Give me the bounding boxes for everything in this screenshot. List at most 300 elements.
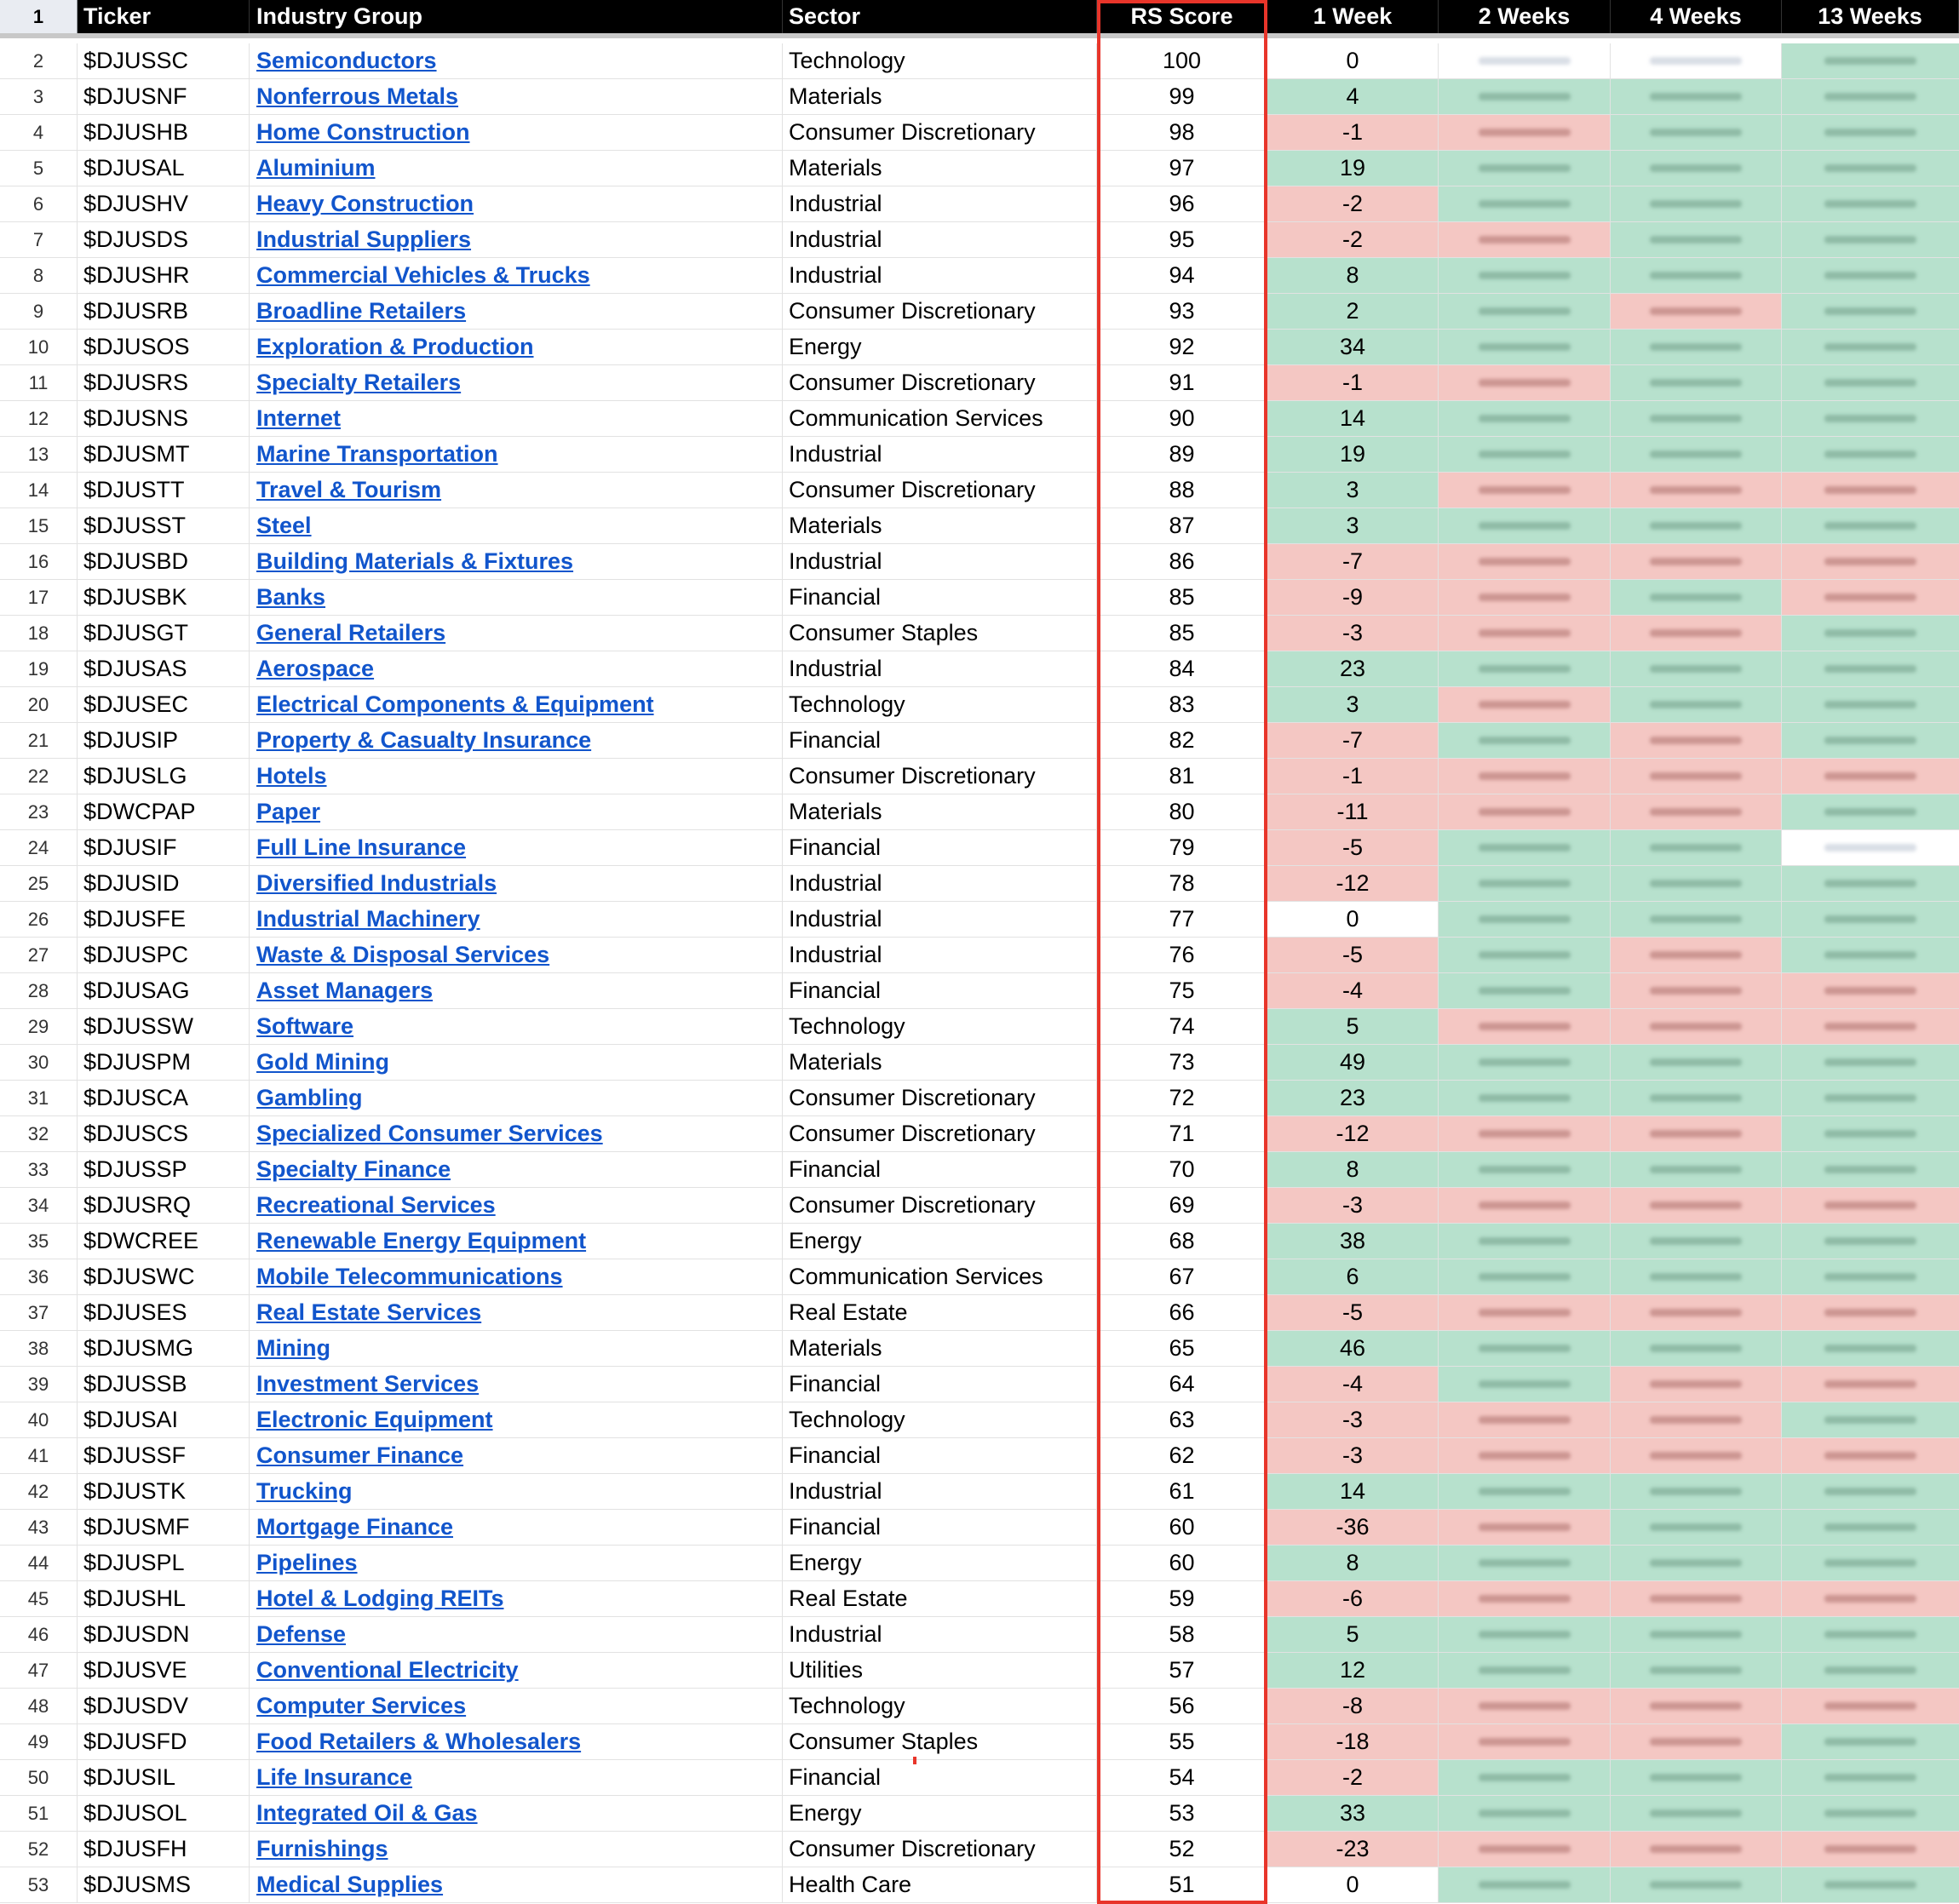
one-week-change-cell[interactable]: -4 — [1267, 973, 1439, 1008]
row-number[interactable]: 5 — [0, 151, 78, 186]
sector-cell[interactable]: Technology — [783, 43, 1097, 78]
sector-cell[interactable]: Real Estate — [783, 1295, 1097, 1330]
sector-cell[interactable]: Consumer Discretionary — [783, 365, 1097, 400]
two-weeks-change-cell[interactable] — [1439, 1331, 1611, 1366]
ticker-cell[interactable]: $DJUSSW — [78, 1009, 250, 1044]
rs-score-cell[interactable]: 89 — [1097, 437, 1267, 472]
thirteen-weeks-change-cell[interactable] — [1782, 43, 1959, 78]
one-week-change-cell[interactable]: 3 — [1267, 508, 1439, 543]
industry-group-link[interactable]: Medical Supplies — [256, 1872, 444, 1897]
ticker-cell[interactable]: $DJUSDN — [78, 1617, 250, 1652]
row-number[interactable]: 22 — [0, 759, 78, 794]
one-week-change-cell[interactable]: -1 — [1267, 759, 1439, 794]
industry-group-cell[interactable] — [250, 1689, 783, 1723]
thirteen-weeks-change-cell[interactable] — [1782, 1653, 1959, 1688]
two-weeks-change-cell[interactable] — [1439, 1867, 1611, 1902]
four-weeks-change-cell[interactable] — [1611, 330, 1782, 364]
four-weeks-change-cell[interactable] — [1611, 1116, 1782, 1151]
sector-cell[interactable]: Consumer Discretionary — [783, 294, 1097, 329]
one-week-change-cell[interactable]: 0 — [1267, 43, 1439, 78]
sector-cell[interactable]: Financial — [783, 973, 1097, 1008]
thirteen-weeks-change-cell[interactable] — [1782, 1617, 1959, 1652]
sector-cell[interactable]: Technology — [783, 1689, 1097, 1723]
row-number[interactable]: 33 — [0, 1152, 78, 1187]
one-week-change-cell[interactable]: 8 — [1267, 258, 1439, 293]
ticker-cell[interactable]: $DJUSNS — [78, 401, 250, 436]
one-week-change-cell[interactable]: 34 — [1267, 330, 1439, 364]
row-number[interactable]: 41 — [0, 1438, 78, 1473]
ticker-cell[interactable]: $DJUSSC — [78, 43, 250, 78]
four-weeks-change-cell[interactable] — [1611, 759, 1782, 794]
two-weeks-change-cell[interactable] — [1439, 43, 1611, 78]
four-weeks-change-cell[interactable] — [1611, 1832, 1782, 1867]
sector-cell[interactable]: Financial — [783, 1510, 1097, 1545]
four-weeks-change-cell[interactable] — [1611, 580, 1782, 615]
industry-group-link[interactable]: Commercial Vehicles & Trucks — [256, 262, 590, 288]
row-number[interactable]: 9 — [0, 294, 78, 329]
two-weeks-change-cell[interactable] — [1439, 330, 1611, 364]
row-number[interactable]: 37 — [0, 1295, 78, 1330]
industry-group-link[interactable]: Trucking — [256, 1478, 353, 1504]
industry-group-link[interactable]: Hotels — [256, 763, 327, 789]
rs-score-cell[interactable]: 95 — [1097, 222, 1267, 257]
industry-group-cell[interactable] — [250, 866, 783, 901]
row-number[interactable]: 48 — [0, 1689, 78, 1723]
ticker-cell[interactable]: $DJUSHR — [78, 258, 250, 293]
industry-group-cell[interactable] — [250, 580, 783, 615]
four-weeks-change-cell[interactable] — [1611, 1581, 1782, 1616]
two-weeks-change-cell[interactable] — [1439, 1546, 1611, 1580]
ticker-cell[interactable]: $DJUSAS — [78, 651, 250, 686]
rs-score-cell[interactable]: 63 — [1097, 1402, 1267, 1437]
industry-group-cell[interactable] — [250, 1331, 783, 1366]
industry-group-cell[interactable] — [250, 79, 783, 114]
four-weeks-change-cell[interactable] — [1611, 437, 1782, 472]
sector-cell[interactable]: Industrial — [783, 544, 1097, 579]
industry-group-link[interactable]: Conventional Electricity — [256, 1657, 519, 1683]
thirteen-weeks-change-cell[interactable] — [1782, 1510, 1959, 1545]
industry-group-link[interactable]: Integrated Oil & Gas — [256, 1800, 478, 1826]
four-weeks-change-cell[interactable] — [1611, 616, 1782, 651]
industry-group-link[interactable]: Semiconductors — [256, 48, 437, 73]
industry-group-cell[interactable] — [250, 115, 783, 150]
thirteen-weeks-change-cell[interactable] — [1782, 973, 1959, 1008]
two-weeks-change-cell[interactable] — [1439, 1045, 1611, 1080]
industry-group-link[interactable]: Gambling — [256, 1085, 363, 1110]
rs-score-cell[interactable]: 70 — [1097, 1152, 1267, 1187]
row-number[interactable]: 13 — [0, 437, 78, 472]
thirteen-weeks-change-cell[interactable] — [1782, 1152, 1959, 1187]
rs-score-cell[interactable]: 85 — [1097, 616, 1267, 651]
industry-group-link[interactable]: Paper — [256, 799, 321, 824]
thirteen-weeks-change-cell[interactable] — [1782, 258, 1959, 293]
thirteen-weeks-change-cell[interactable] — [1782, 1188, 1959, 1223]
industry-group-cell[interactable] — [250, 1045, 783, 1080]
industry-group-cell[interactable] — [250, 1402, 783, 1437]
two-weeks-change-cell[interactable] — [1439, 723, 1611, 758]
four-weeks-change-cell[interactable] — [1611, 1867, 1782, 1902]
four-weeks-change-cell[interactable] — [1611, 1331, 1782, 1366]
row-number[interactable]: 42 — [0, 1474, 78, 1509]
four-weeks-change-cell[interactable] — [1611, 830, 1782, 865]
rs-score-cell[interactable]: 97 — [1097, 151, 1267, 186]
sector-cell[interactable]: Industrial — [783, 258, 1097, 293]
ticker-cell[interactable]: $DJUSPM — [78, 1045, 250, 1080]
one-week-change-cell[interactable]: -3 — [1267, 1438, 1439, 1473]
industry-group-link[interactable]: Specialty Retailers — [256, 370, 462, 395]
ticker-cell[interactable]: $DJUSBK — [78, 580, 250, 615]
rs-score-cell[interactable]: 85 — [1097, 580, 1267, 615]
ticker-cell[interactable]: $DJUSIP — [78, 723, 250, 758]
sector-cell[interactable]: Technology — [783, 687, 1097, 722]
industry-group-cell[interactable] — [250, 1510, 783, 1545]
four-weeks-change-cell[interactable] — [1611, 1689, 1782, 1723]
ticker-cell[interactable]: $DJUSIF — [78, 830, 250, 865]
ticker-cell[interactable]: $DJUSDV — [78, 1689, 250, 1723]
ticker-cell[interactable]: $DJUSMT — [78, 437, 250, 472]
thirteen-weeks-change-cell[interactable] — [1782, 1724, 1959, 1759]
rs-score-cell[interactable]: 99 — [1097, 79, 1267, 114]
one-week-change-cell[interactable]: 6 — [1267, 1259, 1439, 1294]
column-header-ticker[interactable]: Ticker — [78, 0, 250, 33]
four-weeks-change-cell[interactable] — [1611, 508, 1782, 543]
sector-cell[interactable]: Technology — [783, 1009, 1097, 1044]
industry-group-link[interactable]: Gold Mining — [256, 1049, 389, 1075]
sector-cell[interactable]: Communication Services — [783, 401, 1097, 436]
sector-cell[interactable]: Communication Services — [783, 1259, 1097, 1294]
four-weeks-change-cell[interactable] — [1611, 1009, 1782, 1044]
thirteen-weeks-change-cell[interactable] — [1782, 1224, 1959, 1259]
four-weeks-change-cell[interactable] — [1611, 1546, 1782, 1580]
four-weeks-change-cell[interactable] — [1611, 365, 1782, 400]
industry-group-link[interactable]: Broadline Retailers — [256, 298, 467, 324]
ticker-cell[interactable]: $DWCPAP — [78, 794, 250, 829]
four-weeks-change-cell[interactable] — [1611, 115, 1782, 150]
four-weeks-change-cell[interactable] — [1611, 687, 1782, 722]
ticker-cell[interactable]: $DJUSAG — [78, 973, 250, 1008]
ticker-cell[interactable]: $DJUSRB — [78, 294, 250, 329]
ticker-cell[interactable]: $DJUSID — [78, 866, 250, 901]
two-weeks-change-cell[interactable] — [1439, 1152, 1611, 1187]
ticker-cell[interactable]: $DJUSIL — [78, 1760, 250, 1795]
sector-cell[interactable]: Consumer Discretionary — [783, 759, 1097, 794]
two-weeks-change-cell[interactable] — [1439, 79, 1611, 114]
column-header-industry-group[interactable]: Industry Group — [250, 0, 783, 33]
four-weeks-change-cell[interactable] — [1611, 1653, 1782, 1688]
sector-cell[interactable]: Consumer Discretionary — [783, 1188, 1097, 1223]
one-week-change-cell[interactable]: 3 — [1267, 473, 1439, 508]
rs-score-cell[interactable]: 57 — [1097, 1653, 1267, 1688]
ticker-cell[interactable]: $DJUSOS — [78, 330, 250, 364]
row-number[interactable]: 34 — [0, 1188, 78, 1223]
four-weeks-change-cell[interactable] — [1611, 794, 1782, 829]
thirteen-weeks-change-cell[interactable] — [1782, 1116, 1959, 1151]
rs-score-cell[interactable]: 77 — [1097, 902, 1267, 937]
row-number[interactable]: 38 — [0, 1331, 78, 1366]
rs-score-cell[interactable]: 76 — [1097, 938, 1267, 972]
rs-score-cell[interactable]: 53 — [1097, 1796, 1267, 1831]
row-number[interactable]: 26 — [0, 902, 78, 937]
row-number[interactable]: 53 — [0, 1867, 78, 1902]
four-weeks-change-cell[interactable] — [1611, 902, 1782, 937]
one-week-change-cell[interactable]: -8 — [1267, 1689, 1439, 1723]
two-weeks-change-cell[interactable] — [1439, 258, 1611, 293]
two-weeks-change-cell[interactable] — [1439, 1188, 1611, 1223]
two-weeks-change-cell[interactable] — [1439, 651, 1611, 686]
thirteen-weeks-change-cell[interactable] — [1782, 1259, 1959, 1294]
rs-score-cell[interactable]: 64 — [1097, 1367, 1267, 1402]
thirteen-weeks-change-cell[interactable] — [1782, 1081, 1959, 1115]
one-week-change-cell[interactable]: -2 — [1267, 222, 1439, 257]
thirteen-weeks-change-cell[interactable] — [1782, 1367, 1959, 1402]
four-weeks-change-cell[interactable] — [1611, 1796, 1782, 1831]
sector-cell[interactable]: Financial — [783, 580, 1097, 615]
one-week-change-cell[interactable]: 49 — [1267, 1045, 1439, 1080]
four-weeks-change-cell[interactable] — [1611, 1081, 1782, 1115]
ticker-cell[interactable]: $DJUSRQ — [78, 1188, 250, 1223]
one-week-change-cell[interactable]: -3 — [1267, 616, 1439, 651]
row-number[interactable]: 19 — [0, 651, 78, 686]
rs-score-cell[interactable]: 51 — [1097, 1867, 1267, 1902]
one-week-change-cell[interactable]: -7 — [1267, 544, 1439, 579]
row-number[interactable]: 46 — [0, 1617, 78, 1652]
two-weeks-change-cell[interactable] — [1439, 186, 1611, 221]
four-weeks-change-cell[interactable] — [1611, 544, 1782, 579]
industry-group-cell[interactable] — [250, 1653, 783, 1688]
ticker-cell[interactable]: $DJUSWC — [78, 1259, 250, 1294]
industry-group-link[interactable]: Nonferrous Metals — [256, 83, 459, 109]
four-weeks-change-cell[interactable] — [1611, 1367, 1782, 1402]
sector-cell[interactable]: Health Care — [783, 1867, 1097, 1902]
thirteen-weeks-change-cell[interactable] — [1782, 1438, 1959, 1473]
ticker-cell[interactable]: $DJUSFH — [78, 1832, 250, 1867]
row-number[interactable]: 52 — [0, 1832, 78, 1867]
thirteen-weeks-change-cell[interactable] — [1782, 330, 1959, 364]
four-weeks-change-cell[interactable] — [1611, 151, 1782, 186]
row-number[interactable]: 8 — [0, 258, 78, 293]
sector-cell[interactable]: Utilities — [783, 1653, 1097, 1688]
row-number[interactable]: 44 — [0, 1546, 78, 1580]
row-number[interactable]: 21 — [0, 723, 78, 758]
rs-score-cell[interactable]: 59 — [1097, 1581, 1267, 1616]
industry-group-cell[interactable] — [250, 43, 783, 78]
rs-score-cell[interactable]: 84 — [1097, 651, 1267, 686]
industry-group-cell[interactable] — [250, 723, 783, 758]
sector-cell[interactable]: Industrial — [783, 1617, 1097, 1652]
sector-cell[interactable]: Materials — [783, 79, 1097, 114]
one-week-change-cell[interactable]: 0 — [1267, 902, 1439, 937]
ticker-cell[interactable]: $DJUSFD — [78, 1724, 250, 1759]
row-number[interactable]: 30 — [0, 1045, 78, 1080]
thirteen-weeks-change-cell[interactable] — [1782, 759, 1959, 794]
two-weeks-change-cell[interactable] — [1439, 938, 1611, 972]
four-weeks-change-cell[interactable] — [1611, 1760, 1782, 1795]
ticker-cell[interactable]: $DJUSMS — [78, 1867, 250, 1902]
two-weeks-change-cell[interactable] — [1439, 1402, 1611, 1437]
ticker-cell[interactable]: $DJUSDS — [78, 222, 250, 257]
thirteen-weeks-change-cell[interactable] — [1782, 794, 1959, 829]
ticker-cell[interactable]: $DJUSSB — [78, 1367, 250, 1402]
two-weeks-change-cell[interactable] — [1439, 1510, 1611, 1545]
thirteen-weeks-change-cell[interactable] — [1782, 938, 1959, 972]
two-weeks-change-cell[interactable] — [1439, 1367, 1611, 1402]
rs-score-cell[interactable]: 98 — [1097, 115, 1267, 150]
ticker-cell[interactable]: $DJUSLG — [78, 759, 250, 794]
one-week-change-cell[interactable]: 23 — [1267, 1081, 1439, 1115]
ticker-cell[interactable]: $DJUSHL — [78, 1581, 250, 1616]
four-weeks-change-cell[interactable] — [1611, 1617, 1782, 1652]
column-header-1-week[interactable]: 1 Week — [1267, 0, 1439, 33]
thirteen-weeks-change-cell[interactable] — [1782, 1045, 1959, 1080]
industry-group-cell[interactable] — [250, 544, 783, 579]
sector-cell[interactable]: Real Estate — [783, 1581, 1097, 1616]
industry-group-link[interactable]: Steel — [256, 513, 312, 538]
sector-cell[interactable]: Industrial — [783, 866, 1097, 901]
ticker-cell[interactable]: $DJUSSP — [78, 1152, 250, 1187]
column-header-4-weeks[interactable]: 4 Weeks — [1611, 0, 1782, 33]
sector-cell[interactable]: Energy — [783, 330, 1097, 364]
industry-group-cell[interactable] — [250, 1259, 783, 1294]
rs-score-cell[interactable]: 88 — [1097, 473, 1267, 508]
one-week-change-cell[interactable]: 8 — [1267, 1152, 1439, 1187]
row-number[interactable]: 25 — [0, 866, 78, 901]
sector-cell[interactable]: Materials — [783, 794, 1097, 829]
column-header-2-weeks[interactable]: 2 Weeks — [1439, 0, 1611, 33]
row-number[interactable]: 29 — [0, 1009, 78, 1044]
two-weeks-change-cell[interactable] — [1439, 902, 1611, 937]
thirteen-weeks-change-cell[interactable] — [1782, 687, 1959, 722]
industry-group-cell[interactable] — [250, 1796, 783, 1831]
row-number[interactable]: 11 — [0, 365, 78, 400]
ticker-cell[interactable]: $DJUSEC — [78, 687, 250, 722]
industry-group-link[interactable]: Aerospace — [256, 656, 375, 681]
one-week-change-cell[interactable]: -6 — [1267, 1581, 1439, 1616]
one-week-change-cell[interactable]: -23 — [1267, 1832, 1439, 1867]
row-number[interactable]: 2 — [0, 43, 78, 78]
one-week-change-cell[interactable]: 12 — [1267, 1653, 1439, 1688]
industry-group-cell[interactable] — [250, 186, 783, 221]
thirteen-weeks-change-cell[interactable] — [1782, 1867, 1959, 1902]
industry-group-link[interactable]: Mobile Telecommunications — [256, 1264, 563, 1289]
one-week-change-cell[interactable]: -12 — [1267, 866, 1439, 901]
sector-cell[interactable]: Energy — [783, 1224, 1097, 1259]
ticker-cell[interactable]: $DJUSHV — [78, 186, 250, 221]
one-week-change-cell[interactable]: -7 — [1267, 723, 1439, 758]
column-header-sector[interactable]: Sector — [783, 0, 1097, 33]
industry-group-link[interactable]: Electronic Equipment — [256, 1407, 493, 1432]
row-number[interactable]: 51 — [0, 1796, 78, 1831]
four-weeks-change-cell[interactable] — [1611, 79, 1782, 114]
industry-group-link[interactable]: Mining — [256, 1335, 330, 1361]
row-number[interactable]: 7 — [0, 222, 78, 257]
industry-group-cell[interactable] — [250, 1474, 783, 1509]
industry-group-cell[interactable] — [250, 1617, 783, 1652]
row-number[interactable]: 39 — [0, 1367, 78, 1402]
thirteen-weeks-change-cell[interactable] — [1782, 222, 1959, 257]
sector-cell[interactable]: Industrial — [783, 222, 1097, 257]
industry-group-link[interactable]: Internet — [256, 405, 342, 431]
row-number[interactable]: 18 — [0, 616, 78, 651]
sector-cell[interactable]: Industrial — [783, 902, 1097, 937]
thirteen-weeks-change-cell[interactable] — [1782, 79, 1959, 114]
one-week-change-cell[interactable]: 14 — [1267, 401, 1439, 436]
one-week-change-cell[interactable]: 46 — [1267, 1331, 1439, 1366]
thirteen-weeks-change-cell[interactable] — [1782, 294, 1959, 329]
row-number[interactable]: 35 — [0, 1224, 78, 1259]
one-week-change-cell[interactable]: -2 — [1267, 1760, 1439, 1795]
thirteen-weeks-change-cell[interactable] — [1782, 830, 1959, 865]
ticker-cell[interactable]: $DJUSES — [78, 1295, 250, 1330]
rs-score-cell[interactable]: 73 — [1097, 1045, 1267, 1080]
one-week-change-cell[interactable]: 23 — [1267, 651, 1439, 686]
industry-group-link[interactable]: Heavy Construction — [256, 191, 474, 216]
sector-cell[interactable]: Materials — [783, 1331, 1097, 1366]
sector-cell[interactable]: Financial — [783, 1152, 1097, 1187]
industry-group-cell[interactable] — [250, 1581, 783, 1616]
industry-group-link[interactable]: Furnishings — [256, 1836, 388, 1861]
one-week-change-cell[interactable]: -1 — [1267, 365, 1439, 400]
rs-score-cell[interactable]: 87 — [1097, 508, 1267, 543]
industry-group-link[interactable]: Industrial Machinery — [256, 906, 480, 932]
industry-group-cell[interactable] — [250, 473, 783, 508]
row-number[interactable]: 15 — [0, 508, 78, 543]
two-weeks-change-cell[interactable] — [1439, 401, 1611, 436]
sector-cell[interactable]: Financial — [783, 1367, 1097, 1402]
industry-group-cell[interactable] — [250, 365, 783, 400]
industry-group-cell[interactable] — [250, 1152, 783, 1187]
industry-group-cell[interactable] — [250, 401, 783, 436]
rs-score-cell[interactable]: 96 — [1097, 186, 1267, 221]
ticker-cell[interactable]: $DJUSNF — [78, 79, 250, 114]
industry-group-link[interactable]: General Retailers — [256, 620, 446, 645]
one-week-change-cell[interactable]: -2 — [1267, 186, 1439, 221]
industry-group-cell[interactable] — [250, 258, 783, 293]
thirteen-weeks-change-cell[interactable] — [1782, 651, 1959, 686]
rs-score-cell[interactable]: 75 — [1097, 973, 1267, 1008]
one-week-change-cell[interactable]: 33 — [1267, 1796, 1439, 1831]
one-week-change-cell[interactable]: 5 — [1267, 1009, 1439, 1044]
one-week-change-cell[interactable]: 19 — [1267, 151, 1439, 186]
ticker-cell[interactable]: $DJUSCA — [78, 1081, 250, 1115]
sector-cell[interactable]: Consumer Staples — [783, 616, 1097, 651]
row-number[interactable]: 50 — [0, 1760, 78, 1795]
ticker-cell[interactable]: $DJUSFE — [78, 902, 250, 937]
industry-group-link[interactable]: Travel & Tourism — [256, 477, 442, 502]
industry-group-link[interactable]: Renewable Energy Equipment — [256, 1228, 587, 1253]
sector-cell[interactable]: Materials — [783, 151, 1097, 186]
rs-score-cell[interactable]: 65 — [1097, 1331, 1267, 1366]
rs-score-cell[interactable]: 55 — [1097, 1724, 1267, 1759]
sector-cell[interactable]: Consumer Discretionary — [783, 115, 1097, 150]
rs-score-cell[interactable]: 72 — [1097, 1081, 1267, 1115]
industry-group-link[interactable]: Asset Managers — [256, 978, 434, 1003]
industry-group-cell[interactable] — [250, 1438, 783, 1473]
four-weeks-change-cell[interactable] — [1611, 222, 1782, 257]
row-number[interactable]: 32 — [0, 1116, 78, 1151]
four-weeks-change-cell[interactable] — [1611, 1152, 1782, 1187]
ticker-cell[interactable]: $DWCREE — [78, 1224, 250, 1259]
row-number[interactable]: 27 — [0, 938, 78, 972]
industry-group-link[interactable]: Pipelines — [256, 1550, 358, 1575]
sector-cell[interactable]: Technology — [783, 1402, 1097, 1437]
ticker-cell[interactable]: $DJUSHB — [78, 115, 250, 150]
row-number[interactable]: 12 — [0, 401, 78, 436]
thirteen-weeks-change-cell[interactable] — [1782, 365, 1959, 400]
row-number[interactable]: 49 — [0, 1724, 78, 1759]
four-weeks-change-cell[interactable] — [1611, 186, 1782, 221]
industry-group-cell[interactable] — [250, 687, 783, 722]
four-weeks-change-cell[interactable] — [1611, 258, 1782, 293]
